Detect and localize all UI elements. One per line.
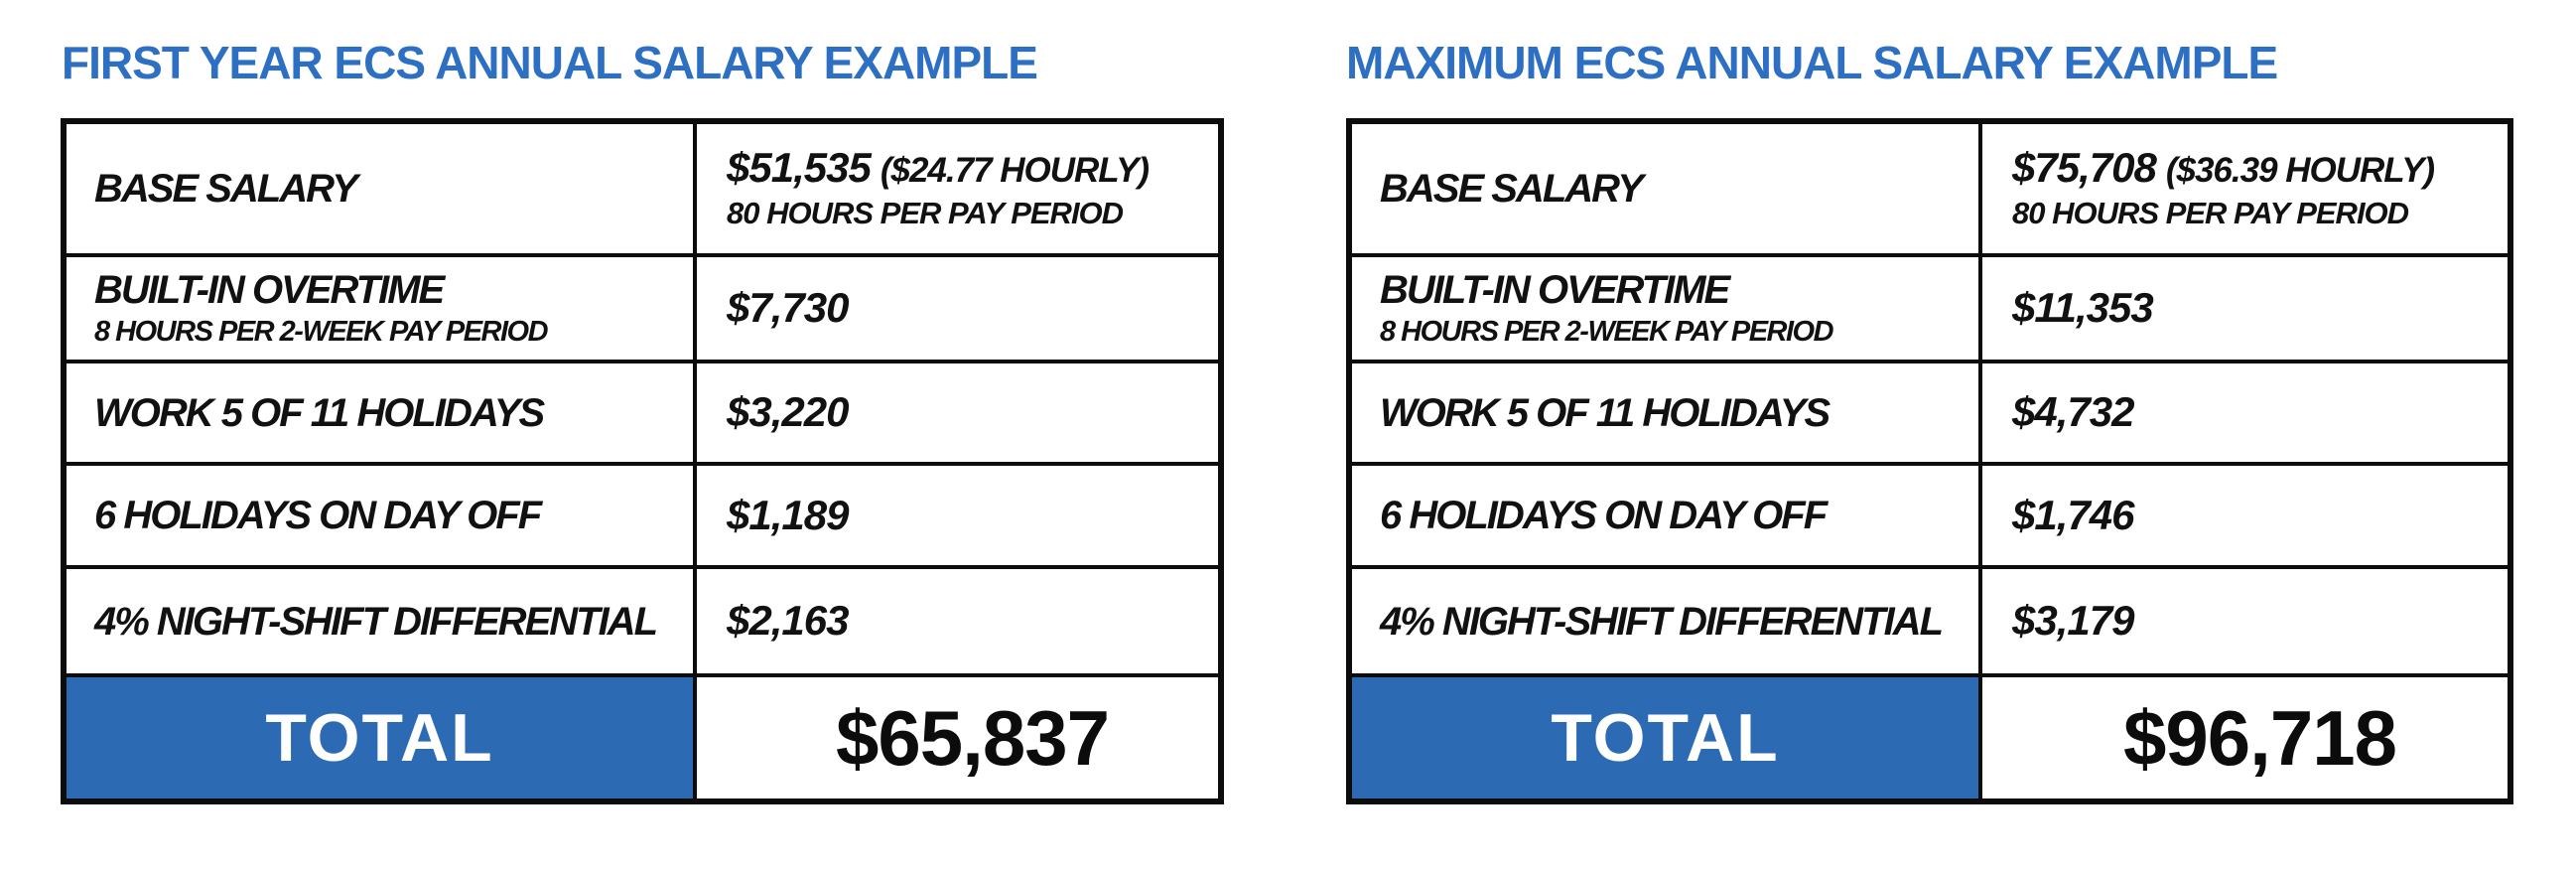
total-label: TOTAL	[265, 700, 494, 776]
overtime-label-cell	[67, 257, 697, 363]
total-value-cell	[1982, 677, 2508, 798]
worked-holidays-value-cell	[1982, 363, 2508, 466]
base-salary-value-cell	[697, 124, 1218, 257]
row-label: WORK 5 OF 11 HOLIDAYS	[94, 390, 544, 435]
row-value: $75,708	[2012, 143, 2156, 191]
row-label: 4% NIGHT-SHIFT DIFFERENTIAL	[1380, 599, 1942, 644]
total-label-cell	[67, 677, 697, 798]
first-year-table-title: FIRST YEAR ECS ANNUAL SALARY EXAMPLE	[62, 37, 1037, 88]
total-value: $65,837	[836, 694, 1109, 782]
row-value-sub: 80 HOURS PER PAY PERIOD	[2012, 196, 2409, 231]
base-salary-value-cell	[1982, 124, 2508, 257]
row-value: $4,732	[2012, 388, 2134, 436]
row-label: 4% NIGHT-SHIFT DIFFERENTIAL	[94, 599, 656, 644]
overtime-label-cell	[1352, 257, 1982, 363]
total-value: $96,718	[2123, 694, 2396, 782]
row-value: $51,535	[727, 143, 871, 191]
row-value: $7,730	[727, 284, 849, 332]
overtime-value-cell	[697, 257, 1218, 363]
row-value-note: ($24.77 HOURLY)	[880, 150, 1150, 190]
row-value-line	[2012, 143, 2504, 193]
row-label-sub: 8 HOURS PER 2-WEEK PAY PERIOD	[94, 316, 548, 349]
row-value-sub: 80 HOURS PER PAY PERIOD	[727, 196, 1124, 231]
total-label-cell	[1352, 677, 1982, 798]
holidays-off-value-cell	[1982, 466, 2508, 569]
maximum-table-title: MAXIMUM ECS ANNUAL SALARY EXAMPLE	[1346, 37, 2278, 88]
night-shift-label-cell	[67, 569, 697, 677]
row-label: BUILT-IN OVERTIME	[94, 268, 444, 313]
total-label: TOTAL	[1551, 700, 1780, 776]
holidays-off-label-cell	[1352, 466, 1982, 569]
row-value-note: ($36.39 HOURLY)	[2165, 150, 2435, 190]
row-value: $2,163	[727, 597, 849, 645]
row-value-line	[727, 143, 1214, 193]
row-label: BASE SALARY	[1380, 167, 1642, 211]
overtime-value-cell	[1982, 257, 2508, 363]
row-value: $1,189	[727, 491, 849, 538]
worked-holidays-value-cell	[697, 363, 1218, 466]
row-label: WORK 5 OF 11 HOLIDAYS	[1380, 390, 1830, 435]
first-year-salary-table	[61, 118, 1224, 804]
night-shift-label-cell	[1352, 569, 1982, 677]
row-label: BUILT-IN OVERTIME	[1380, 268, 1729, 313]
base-salary-label-cell	[67, 124, 697, 257]
row-label: 6 HOLIDAYS ON DAY OFF	[1380, 494, 1827, 537]
row-value: $1,746	[2012, 491, 2134, 538]
worked-holidays-label-cell	[67, 363, 697, 466]
row-label-sub: 8 HOURS PER 2-WEEK PAY PERIOD	[1380, 316, 1833, 349]
holidays-off-value-cell	[697, 466, 1218, 569]
night-shift-value-cell	[1982, 569, 2508, 677]
row-value: $11,353	[2012, 284, 2153, 332]
row-label: 6 HOLIDAYS ON DAY OFF	[94, 494, 541, 537]
total-value-cell	[697, 677, 1218, 798]
night-shift-value-cell	[697, 569, 1218, 677]
maximum-salary-table	[1346, 118, 2513, 804]
row-value: $3,179	[2012, 597, 2134, 645]
row-value: $3,220	[727, 388, 849, 436]
row-label: BASE SALARY	[94, 167, 356, 211]
base-salary-label-cell	[1352, 124, 1982, 257]
worked-holidays-label-cell	[1352, 363, 1982, 466]
holidays-off-label-cell	[67, 466, 697, 569]
